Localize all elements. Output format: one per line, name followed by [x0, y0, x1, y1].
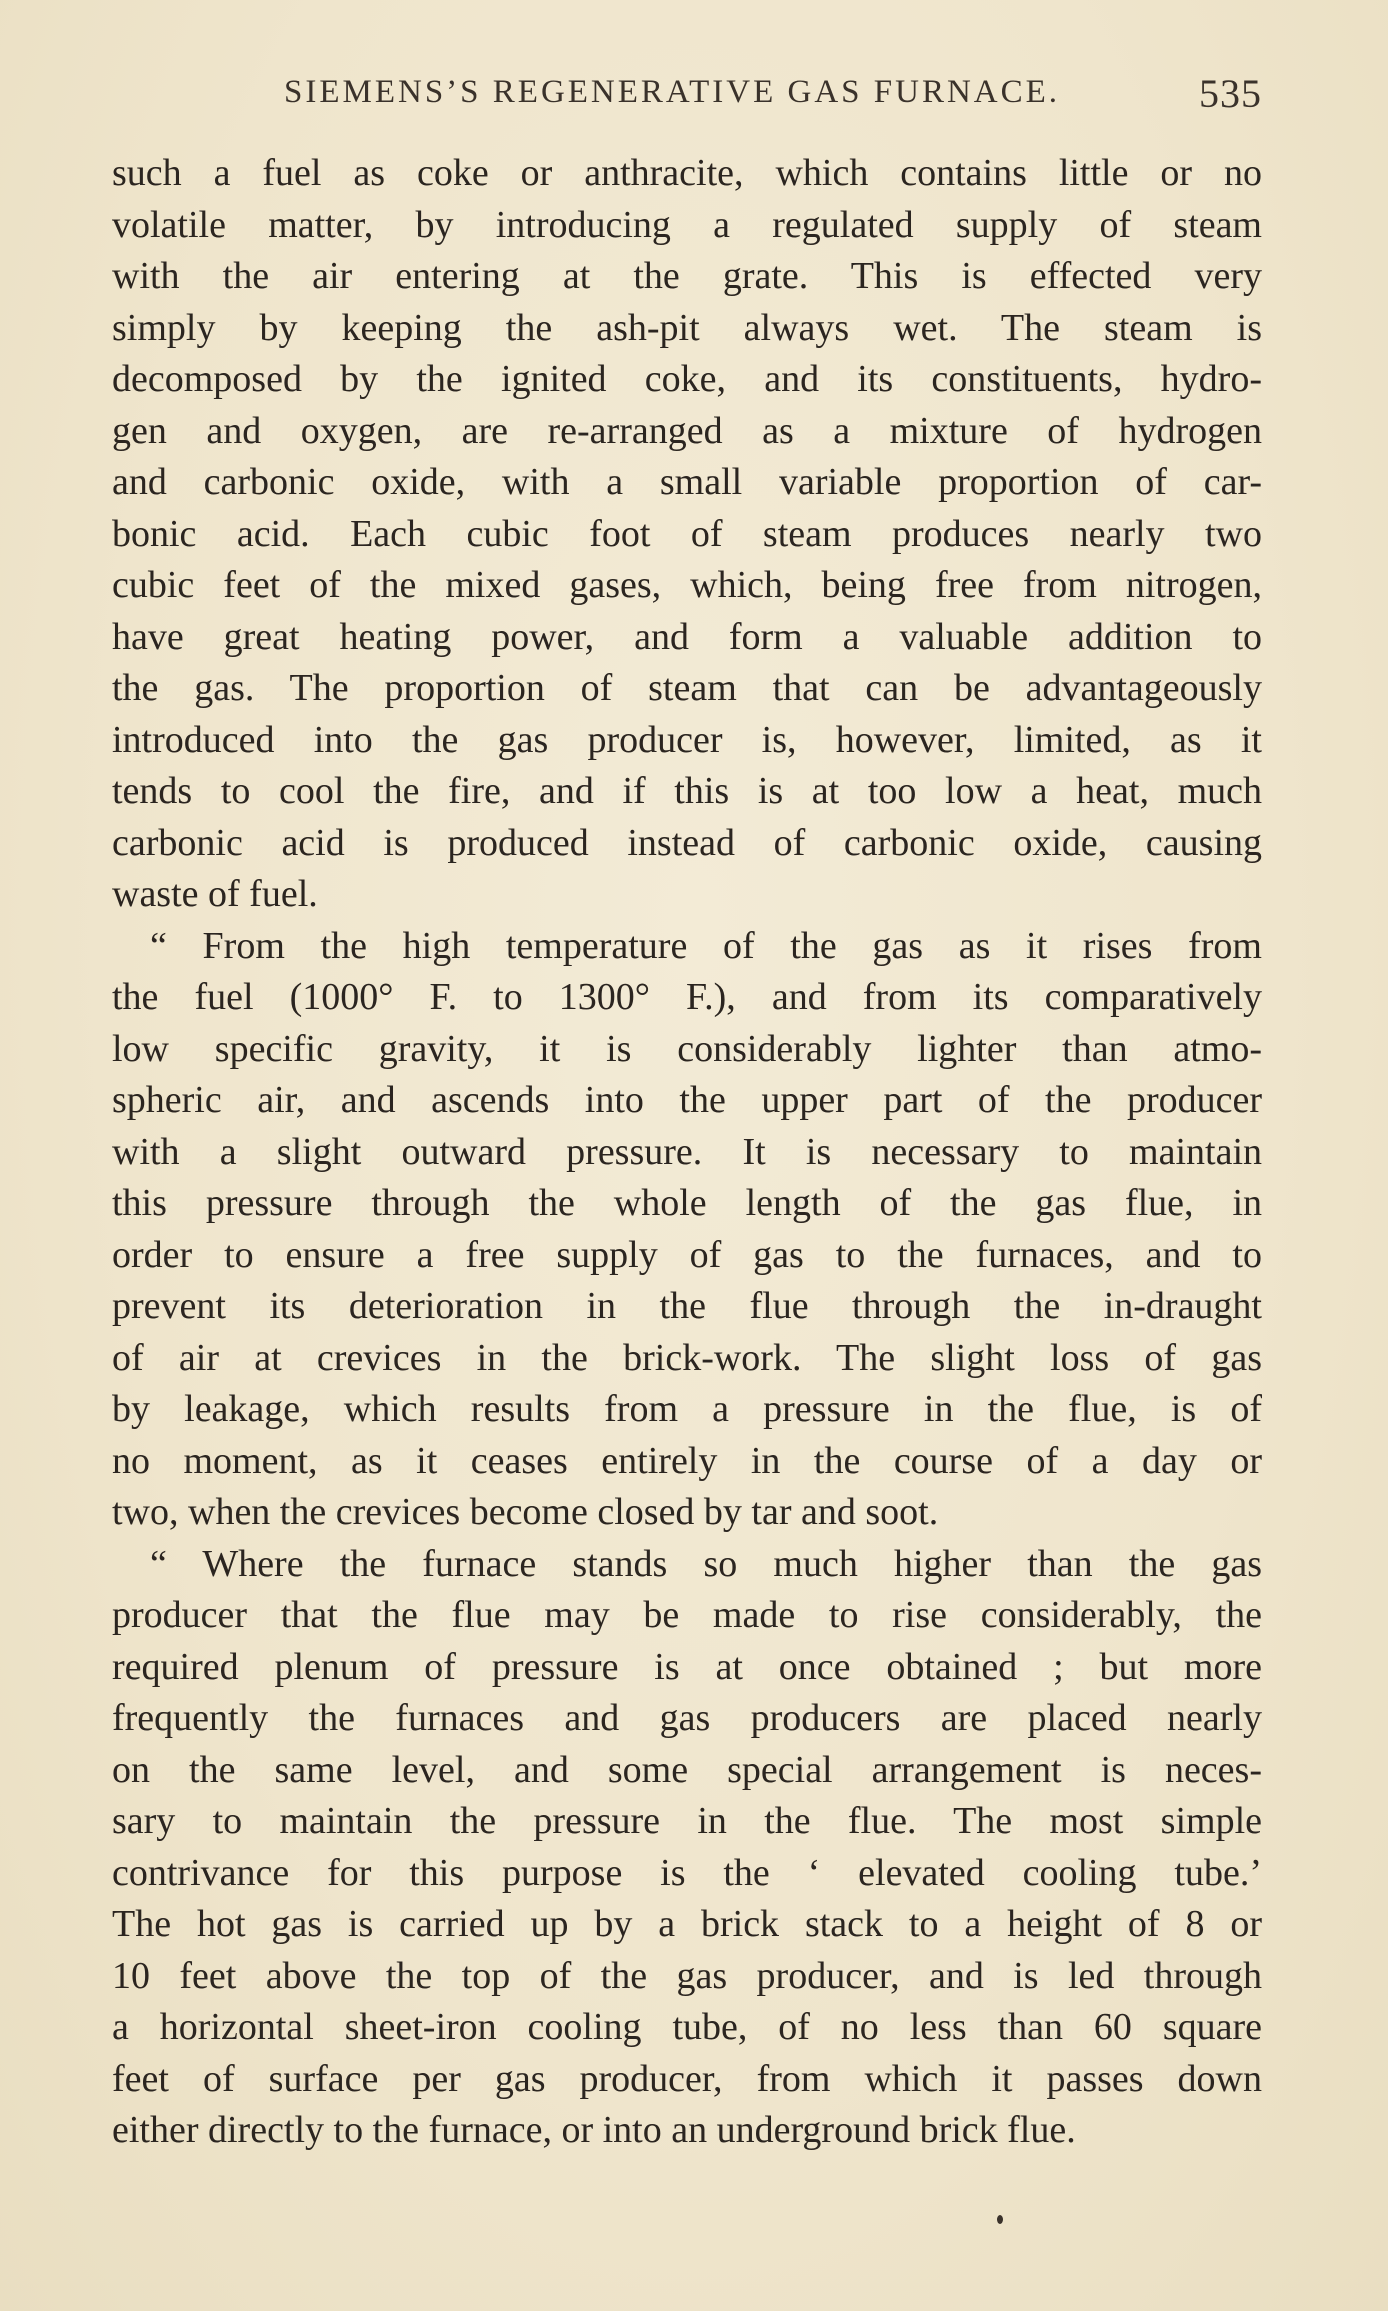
paragraph — [112, 1539, 1262, 2157]
text-line: either directly to the furnace, or into an underground brick flue. — [112, 2109, 1076, 2151]
text-line: low specific gravity, it is considerably lighter than atmo- — [112, 1027, 1262, 1070]
text-line: order to ensure a free supply of gas to the furnaces, and to — [112, 1233, 1262, 1276]
text-line: two, when the crevices become closed by tar and soot. — [112, 1491, 939, 1533]
text-line: required plenum of pressure is at once obtained ; but more — [112, 1645, 1262, 1688]
text-line: simply by keeping the ash-pit always wet. The steam is — [112, 306, 1262, 349]
text-line: spheric air, and ascends into the upper part of the producer — [112, 1079, 1262, 1121]
text-line: a horizontal sheet-iron cooling tube, of no less than 60 square — [112, 2006, 1262, 2048]
text-line: with a slight outward pressure. It is necessary to maintain — [112, 1130, 1262, 1173]
running-title: SIEMENS’S REGENERATIVE GAS FURNACE. — [284, 74, 1061, 110]
text-line: bonic acid. Each cubic foot of steam produces nearly two — [112, 512, 1262, 555]
text-line: 10 feet above the top of the gas producer, and is led through — [112, 1954, 1262, 1997]
text-line: The hot gas is carried up by a brick stack to a height of 8 or — [112, 1903, 1262, 1945]
text-line: contrivance for this purpose is the ‘ elevated cooling tube.’ — [112, 1851, 1262, 1894]
text-line: volatile matter, by introducing a regulated supply of steam — [112, 203, 1262, 246]
text-line: frequently the furnaces and gas producers are placed nearly — [112, 1697, 1262, 1739]
text-line: feet of surface per gas producer, from which it passes down — [112, 2057, 1262, 2100]
text-line: “ From the high temperature of the gas as it rises from — [150, 924, 1262, 967]
text-line: this pressure through the whole length of the gas flue, in — [112, 1182, 1262, 1224]
text-line: introduced into the gas producer is, however, limited, as it — [112, 718, 1262, 761]
paragraph — [112, 148, 1262, 921]
body-text — [112, 148, 1262, 2157]
text-line: gen and oxygen, are re-arranged as a mixture of hydrogen — [112, 409, 1262, 452]
text-line: waste of fuel. — [112, 873, 318, 915]
text-line: producer that the flue may be made to rise considerably, the — [112, 1594, 1262, 1636]
text-line: and carbonic oxide, with a small variable proportion of car- — [112, 461, 1262, 503]
paragraph — [112, 921, 1262, 1539]
running-head — [112, 68, 1262, 118]
text-line: carbonic acid is produced instead of carbonic oxide, causing — [112, 821, 1262, 864]
ink-speck — [997, 2215, 1003, 2224]
text-line: of air at crevices in the brick-work. The slight loss of gas — [112, 1336, 1262, 1379]
page-number: 535 — [1199, 71, 1262, 116]
text-line: prevent its deterioration in the flue through the in-draught — [112, 1285, 1262, 1327]
text-line: the fuel (1000° F. to 1300° F.), and from its comparatively — [112, 976, 1262, 1018]
text-line: tends to cool the fire, and if this is at too low a heat, much — [112, 770, 1262, 812]
text-line: such a fuel as coke or anthracite, which contains little or no — [112, 152, 1262, 194]
text-line: with the air entering at the grate. This is effected very — [112, 255, 1262, 297]
text-line: sary to maintain the pressure in the flue. The most simple — [112, 1800, 1262, 1842]
text-line: have great heating power, and form a valuable addition to — [112, 615, 1262, 658]
text-line: no moment, as it ceases entirely in the course of a day or — [112, 1439, 1262, 1482]
text-line: on the same level, and some special arrangement is neces- — [112, 1748, 1262, 1791]
text-line: cubic feet of the mixed gases, which, being free from nitrogen, — [112, 564, 1262, 606]
text-line: the gas. The proportion of steam that can be advantageously — [112, 667, 1262, 709]
text-line: “ Where the furnace stands so much higher than the gas — [150, 1542, 1262, 1585]
text-line: decomposed by the ignited coke, and its constituents, hydro- — [112, 358, 1262, 400]
text-line: by leakage, which results from a pressure in the flue, is of — [112, 1388, 1262, 1430]
